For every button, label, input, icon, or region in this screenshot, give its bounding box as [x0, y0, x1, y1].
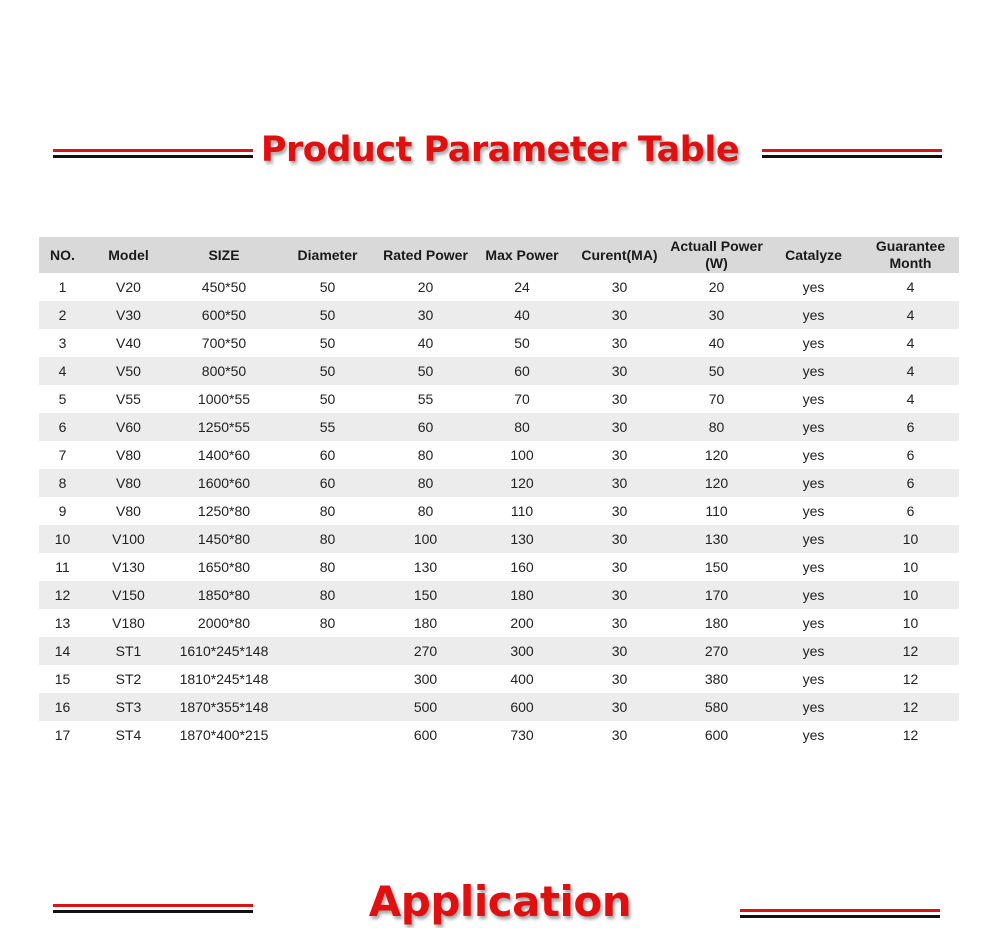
- table-cell: 130: [473, 525, 571, 553]
- table-row: [39, 609, 959, 637]
- table-cell: 80: [319, 615, 336, 631]
- table-cell: 1610*245*148: [171, 637, 277, 665]
- table-cell: yes: [765, 357, 862, 385]
- table-cell: ST4: [115, 727, 142, 743]
- table-cell: 600: [413, 727, 438, 743]
- table-cell: 55: [417, 391, 434, 407]
- table-cell: yes: [765, 525, 862, 553]
- table-cell: yes: [802, 391, 825, 407]
- table-cell: V60: [86, 413, 171, 441]
- table-cell: 16: [39, 693, 86, 721]
- table-cell: 80: [277, 525, 378, 553]
- table-cell: 110: [510, 503, 534, 519]
- table-row: [39, 665, 959, 693]
- table-cell: 6: [39, 413, 86, 441]
- table-cell: yes: [765, 413, 862, 441]
- table-cell: 1600*60: [171, 469, 277, 497]
- table-cell: yes: [802, 503, 825, 519]
- table-cell: 160: [510, 559, 534, 575]
- table-cell: 50: [277, 357, 378, 385]
- header-model: Model: [86, 237, 171, 273]
- header-diameter: Diameter: [277, 237, 378, 273]
- table-cell: 12: [902, 727, 919, 743]
- table-cell: 4: [906, 279, 915, 295]
- table-cell: 80: [417, 447, 434, 463]
- table-cell: 500: [378, 693, 473, 721]
- table-cell: V50: [86, 357, 171, 385]
- table-cell: 6: [906, 447, 915, 463]
- table-cell: 50: [319, 279, 336, 295]
- table-cell: 55: [277, 413, 378, 441]
- table-cell: 580: [668, 693, 765, 721]
- table-cell: 450*50: [201, 279, 247, 295]
- table-cell: 80: [417, 503, 434, 519]
- table-cell: 110: [705, 503, 728, 519]
- table-row: [39, 581, 959, 609]
- table-cell: 1850*80: [171, 581, 277, 609]
- header-size: SIZE: [171, 237, 277, 273]
- table-cell: 1450*80: [171, 525, 277, 553]
- table-cell: [277, 665, 378, 693]
- table-cell: 10: [862, 581, 959, 609]
- table-cell: 380: [704, 671, 729, 687]
- table-cell: 17: [54, 727, 71, 743]
- table-row: [39, 273, 959, 301]
- table-cell: ST3: [86, 693, 171, 721]
- table-cell: 10: [902, 615, 919, 631]
- header-current: Curent(MA): [571, 237, 668, 273]
- table-cell: 2: [39, 301, 86, 329]
- table-cell: 30: [571, 581, 668, 609]
- table-cell: 11: [55, 559, 70, 575]
- table-cell: 4: [862, 357, 959, 385]
- table-cell: 40: [473, 301, 571, 329]
- table-cell: 30: [571, 413, 668, 441]
- table-cell: 1400*60: [197, 447, 251, 463]
- table-cell: 15: [54, 671, 71, 687]
- table-cell: V20: [116, 279, 141, 295]
- application-rule-right: [740, 909, 940, 919]
- table-cell: 130: [413, 559, 438, 575]
- table-cell: 60: [473, 357, 571, 385]
- table-header-row: [39, 237, 959, 273]
- table-cell: 9: [58, 503, 67, 519]
- table-cell: 50: [668, 357, 765, 385]
- table-cell: yes: [802, 279, 825, 295]
- table-cell: 300: [473, 637, 571, 665]
- table-cell: 12: [902, 671, 919, 687]
- table-cell: V80: [116, 503, 141, 519]
- table-cell: 180: [413, 615, 438, 631]
- table-cell: 7: [58, 447, 67, 463]
- table-cell: 1810*245*148: [179, 671, 269, 687]
- table-cell: [277, 721, 378, 749]
- table-cell: 180: [473, 581, 571, 609]
- table-cell: 70: [514, 391, 530, 407]
- table-cell: 200: [510, 615, 534, 631]
- table-cell: 30: [571, 301, 668, 329]
- section-title-product-parameter-table: Product Parameter Table: [260, 130, 740, 170]
- table-cell: yes: [765, 301, 862, 329]
- table-cell: 180: [704, 615, 729, 631]
- table-cell: 600*50: [171, 301, 277, 329]
- table-cell: 10: [862, 525, 959, 553]
- table-cell: 30: [571, 637, 668, 665]
- table-cell: 6: [906, 503, 915, 519]
- table-cell: 30: [668, 301, 765, 329]
- table-cell: V130: [112, 559, 145, 575]
- table-row: [39, 693, 959, 721]
- table-cell: 80: [277, 581, 378, 609]
- table-cell: yes: [802, 671, 825, 687]
- table-cell: 30: [611, 279, 628, 295]
- table-cell: 30: [571, 357, 668, 385]
- table-cell: 600: [473, 693, 571, 721]
- table-cell: 30: [611, 391, 628, 407]
- table-cell: 14: [39, 637, 86, 665]
- table-cell: 50: [319, 391, 336, 407]
- table-cell: yes: [802, 559, 825, 575]
- table-cell: yes: [802, 615, 825, 631]
- table-cell: 10: [902, 559, 919, 575]
- table-row: [39, 553, 959, 581]
- title-rule-right: [762, 149, 942, 159]
- table-cell: 24: [514, 279, 530, 295]
- table-cell: 50: [277, 301, 378, 329]
- table-cell: 20: [708, 279, 725, 295]
- table-cell: 1250*80: [197, 503, 251, 519]
- table-cell: yes: [765, 637, 862, 665]
- header-guarantee-month: Guarantee Month: [862, 237, 959, 273]
- table-cell: 12: [39, 581, 86, 609]
- table-cell: yes: [802, 335, 825, 351]
- table-cell: 6: [862, 413, 959, 441]
- table-cell: 30: [611, 615, 628, 631]
- table-cell: 30: [611, 503, 628, 519]
- table-cell: yes: [802, 727, 825, 743]
- table-cell: V40: [116, 335, 141, 351]
- table-cell: 13: [54, 615, 71, 631]
- table-cell: 30: [571, 525, 668, 553]
- table-cell: 150: [378, 581, 473, 609]
- table-cell: 600: [704, 727, 729, 743]
- table-cell: 50: [319, 335, 336, 351]
- table-cell: 30: [378, 301, 473, 329]
- table-cell: 700*50: [201, 335, 247, 351]
- table-cell: 8: [39, 469, 86, 497]
- table-cell: 120: [473, 469, 571, 497]
- table-cell: 120: [704, 447, 729, 463]
- table-cell: 170: [668, 581, 765, 609]
- table-cell: 30: [611, 671, 628, 687]
- table-cell: 80: [378, 469, 473, 497]
- section-title-application: Application: [368, 877, 632, 926]
- table-cell: 80: [668, 413, 765, 441]
- table-cell: V100: [86, 525, 171, 553]
- table-cell: 4: [906, 391, 915, 407]
- table-cell: 400: [510, 671, 534, 687]
- table-cell: 2000*80: [197, 615, 251, 631]
- table-cell: 1650*80: [197, 559, 251, 575]
- table-cell: 12: [862, 637, 959, 665]
- table-cell: 800*50: [171, 357, 277, 385]
- table-cell: 12: [862, 693, 959, 721]
- table-cell: 4: [906, 335, 915, 351]
- table-cell: V150: [86, 581, 171, 609]
- table-cell: 4: [39, 357, 86, 385]
- table-cell: 100: [510, 447, 534, 463]
- table-cell: 30: [611, 335, 628, 351]
- table-cell: 80: [473, 413, 571, 441]
- table-cell: 1: [58, 279, 67, 295]
- table-cell: 30: [571, 693, 668, 721]
- table-cell: yes: [765, 469, 862, 497]
- table-cell: 30: [611, 447, 628, 463]
- table-cell: 30: [611, 559, 628, 575]
- table-cell: 30: [571, 469, 668, 497]
- table-cell: 1870*355*148: [171, 693, 277, 721]
- table-cell: 1870*400*215: [179, 727, 269, 743]
- table-cell: 20: [417, 279, 434, 295]
- table-cell: 50: [514, 335, 530, 351]
- table-cell: 6: [862, 469, 959, 497]
- table-row: [39, 357, 959, 385]
- table-cell: yes: [765, 581, 862, 609]
- table-cell: 70: [708, 391, 725, 407]
- table-row: [39, 301, 959, 329]
- table-cell: 270: [668, 637, 765, 665]
- table-cell: 150: [704, 559, 729, 575]
- product-parameter-table: [39, 237, 959, 749]
- table-cell: 100: [378, 525, 473, 553]
- header-catalyze: Catalyze: [765, 237, 862, 273]
- table-row: [39, 385, 959, 413]
- table-cell: 10: [39, 525, 86, 553]
- table-cell: yes: [765, 693, 862, 721]
- table-row: [39, 721, 959, 749]
- header-actual-power: Actuall Power (W): [668, 237, 765, 273]
- table-row: [39, 637, 959, 665]
- table-cell: 130: [668, 525, 765, 553]
- table-cell: 40: [417, 335, 434, 351]
- table-cell: 730: [510, 727, 534, 743]
- table-cell: ST2: [115, 671, 142, 687]
- header-rated-power: Rated Power: [378, 237, 473, 273]
- table-cell: 50: [378, 357, 473, 385]
- table-cell: 30: [611, 727, 628, 743]
- table-cell: 80: [319, 503, 336, 519]
- table-cell: 270: [378, 637, 473, 665]
- header-max-power: Max Power: [473, 237, 571, 273]
- table-cell: 60: [277, 469, 378, 497]
- table-cell: V80: [86, 469, 171, 497]
- table-cell: 3: [58, 335, 67, 351]
- table-row: [39, 469, 959, 497]
- table-cell: 5: [58, 391, 67, 407]
- table-cell: [277, 637, 378, 665]
- table-cell: V55: [116, 391, 141, 407]
- table-cell: 120: [668, 469, 765, 497]
- table-cell: 1250*55: [171, 413, 277, 441]
- table-cell: yes: [802, 447, 825, 463]
- table-row: [39, 413, 959, 441]
- table-cell: V180: [112, 615, 145, 631]
- table-cell: ST1: [86, 637, 171, 665]
- table-row: [39, 525, 959, 553]
- table-cell: 40: [708, 335, 725, 351]
- header-no: NO.: [39, 237, 86, 273]
- table-row: [39, 497, 959, 525]
- table-cell: 60: [319, 447, 336, 463]
- table-cell: V80: [116, 447, 141, 463]
- table-body: [39, 273, 959, 749]
- table-cell: [277, 693, 378, 721]
- table-cell: 4: [862, 301, 959, 329]
- table-row: [39, 441, 959, 469]
- table-cell: 300: [413, 671, 438, 687]
- table-cell: 1000*55: [197, 391, 251, 407]
- table-cell: V30: [86, 301, 171, 329]
- table-row: [39, 329, 959, 357]
- table-cell: 80: [319, 559, 336, 575]
- table-cell: 60: [378, 413, 473, 441]
